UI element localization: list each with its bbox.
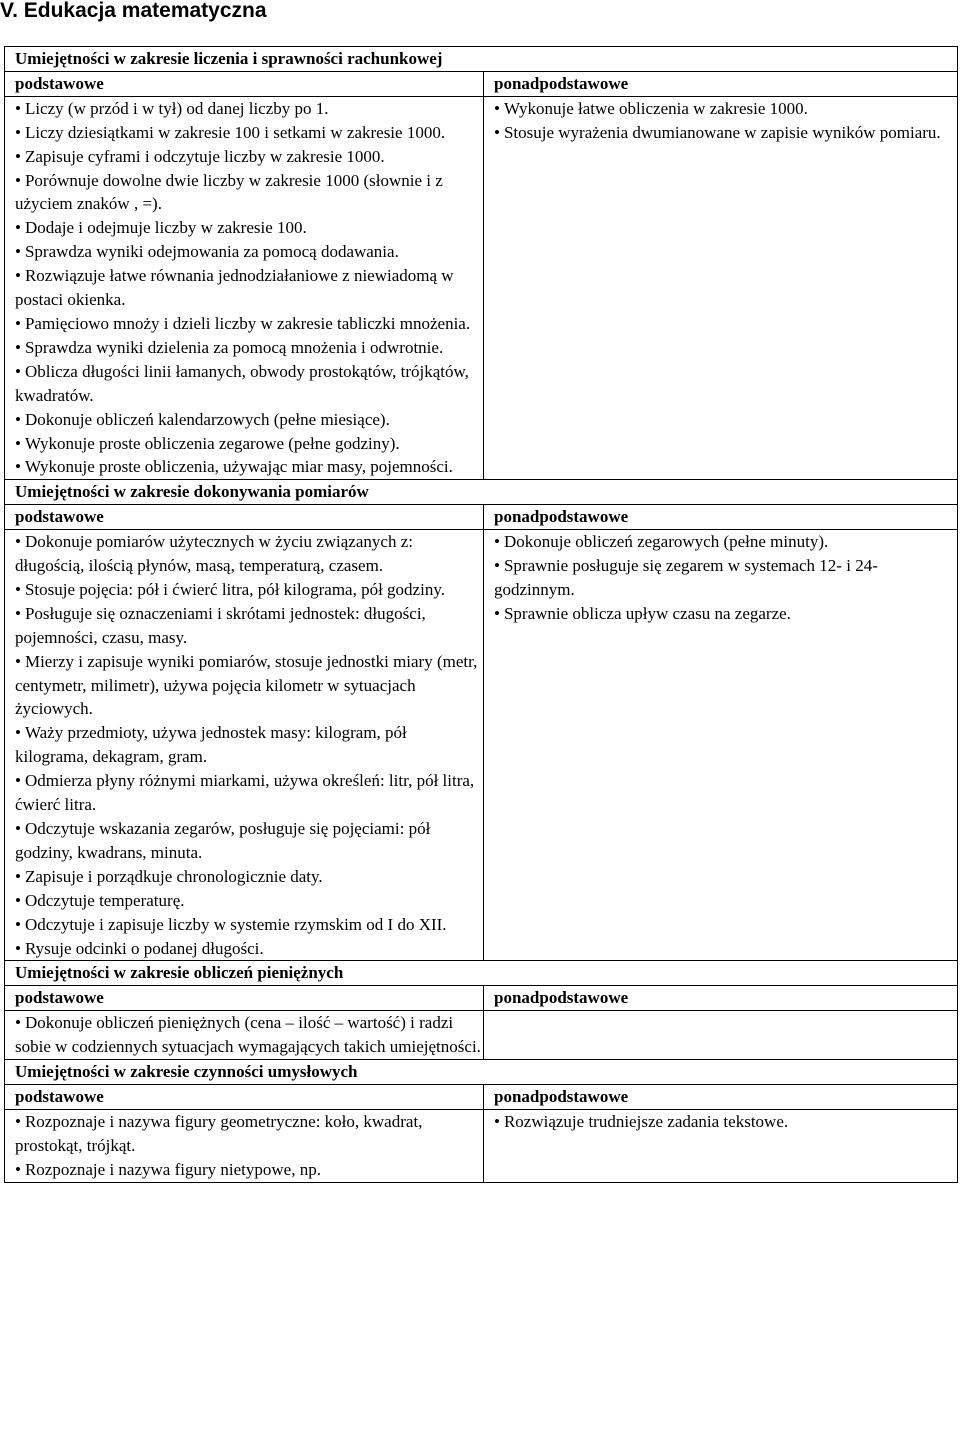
advanced-skills-list (494, 97, 957, 145)
section-title-row (5, 1060, 958, 1085)
skill-text: Dokonuje obliczeń pieniężnych (cena – ilość – wartość) i radzi sobie w codziennych sytuacjach wymagających takich umiejętności. (15, 1013, 481, 1057)
bullet-icon: • (15, 146, 21, 166)
skill-text: Odmierza płyny różnymi miarkami, używa określeń: litr, pół litra, ćwierć litra. (15, 771, 475, 815)
skill-text: Rozpoznaje i nazywa figury geometryczne: koło, kwadrat, prostokąt, trójkąt. (15, 1111, 423, 1155)
list-item (494, 530, 957, 554)
skill-text: Pamięciowo mnoży i dzieli liczby w zakresie tabliczki mnożenia. (24, 313, 471, 333)
bullet-icon: • (15, 819, 21, 838)
list-item (15, 240, 483, 264)
section-title: Umiejętności w zakresie dokonywania pomiarów (5, 480, 958, 505)
skills-table (4, 46, 958, 1183)
bullet-icon: • (15, 98, 21, 118)
list-item (15, 97, 483, 121)
list-item (15, 650, 483, 722)
skill-text: Odczytuje wskazania zegarów, posługuje się pojęciami: pół godziny, kwadrans, minuta. (15, 819, 431, 862)
list-item (15, 721, 483, 769)
skill-text: Wykonuje łatwe obliczenia w zakresie 1000. (503, 98, 808, 118)
skills-items-row (5, 1011, 958, 1060)
bullet-icon: • (15, 1111, 21, 1131)
list-item (494, 602, 957, 626)
basic-column-label: podstawowe (5, 71, 484, 96)
list-item (15, 602, 483, 650)
bullet-icon: • (15, 938, 21, 958)
list-item (15, 432, 483, 456)
basic-column-label: podstawowe (5, 505, 484, 530)
list-item (494, 121, 957, 145)
skill-text: Sprawnie oblicza upływ czasu na zegarze. (503, 603, 791, 623)
basic-skills-cell (5, 96, 484, 480)
advanced-column-label: ponadpodstawowe (484, 505, 958, 530)
list-item (15, 1110, 483, 1158)
page-title: V. Edukacja matematyczna (0, 0, 267, 22)
list-item (15, 169, 483, 217)
bullet-icon: • (15, 433, 21, 453)
skill-text: Rozwiązuje trudniejsze zadania tekstowe. (503, 1111, 789, 1131)
basic-column-label: podstawowe (5, 986, 484, 1011)
skill-text: Liczy dziesiątkami w zakresie 100 i setkami w zakresie 1000. (24, 122, 446, 142)
bullet-icon: • (494, 122, 500, 142)
advanced-skills-cell (484, 1011, 958, 1060)
skill-text: Zapisuje cyframi i odczytuje liczby w zakresie 1000. (24, 146, 385, 166)
bullet-icon: • (15, 337, 21, 357)
list-item (15, 937, 483, 961)
column-labels-row (5, 505, 958, 530)
skill-text: Stosuje pojęcia: pół i ćwierć litra, pół kilograma, pół godziny. (24, 579, 445, 599)
basic-skills-cell (5, 1011, 484, 1060)
skills-items-row (5, 96, 958, 480)
bullet-icon: • (15, 242, 21, 262)
skill-text: Oblicza długości linii łamanych, obwody prostokątów, trójkątów, kwadratów. (15, 361, 469, 405)
list-item (15, 360, 483, 408)
skill-text: Liczy (w przód i w tył) od danej liczby po 1. (24, 98, 329, 118)
advanced-skills-list (494, 1110, 957, 1134)
list-item (15, 312, 483, 336)
advanced-skills-cell (484, 1109, 958, 1182)
bullet-icon: • (494, 603, 500, 623)
basic-skills-list (15, 530, 483, 960)
skill-text: Wykonuje proste obliczenia, używając miar masy, pojemności. (24, 457, 453, 477)
column-labels-row (5, 986, 958, 1011)
list-item (15, 121, 483, 145)
bullet-icon: • (15, 266, 21, 286)
skill-text: Mierzy i zapisuje wyniki pomiarów, stosuje jednostki miary (metr, centymetr, milimetr), używa pojęcia kilometr w sytuacjach życiowych. (15, 651, 478, 719)
list-item (494, 554, 957, 602)
skills-items-row (5, 1109, 958, 1182)
skill-text: Wykonuje proste obliczenia zegarowe (pełne godziny). (24, 433, 400, 453)
bullet-icon: • (15, 532, 21, 552)
bullet-icon: • (15, 723, 21, 743)
bullet-icon: • (15, 1013, 21, 1033)
bullet-icon: • (15, 890, 21, 910)
bullet-icon: • (494, 556, 500, 576)
basic-skills-cell (5, 530, 484, 961)
bullet-icon: • (494, 98, 500, 118)
bullet-icon: • (15, 651, 21, 671)
skill-text: Odczytuje temperaturę. (24, 890, 185, 910)
list-item (494, 1110, 957, 1134)
bullet-icon: • (15, 603, 21, 623)
list-item (494, 97, 957, 121)
skills-items-row (5, 530, 958, 961)
skills-table-body (5, 47, 958, 1183)
skill-text: Zapisuje i porządkuje chronologicznie daty. (24, 866, 323, 886)
bullet-icon: • (15, 409, 21, 429)
basic-column-label: podstawowe (5, 1084, 484, 1109)
list-item (15, 889, 483, 913)
bullet-icon: • (15, 313, 21, 333)
skill-text: Sprawdza wyniki odejmowania za pomocą dodawania. (24, 242, 399, 262)
list-item (15, 769, 483, 817)
bullet-icon: • (15, 579, 21, 599)
section-title: Umiejętności w zakresie obliczeń pieniężnych (5, 961, 958, 986)
bullet-icon: • (15, 457, 21, 477)
skill-text: Waży przedmioty, używa jednostek masy: kilogram, pół kilograma, dekagram, gram. (15, 723, 407, 767)
advanced-skills-list (494, 530, 957, 626)
skill-text: Sprawnie posługuje się zegarem w systemach 12- i 24-godzinnym. (494, 556, 878, 599)
bullet-icon: • (494, 532, 500, 552)
skill-text: Rozwiązuje łatwe równania jednodziałaniowe z niewiadomą w postaci okienka. (15, 266, 454, 310)
bullet-icon: • (15, 1159, 21, 1179)
advanced-column-label: ponadpodstawowe (484, 1084, 958, 1109)
section-title: Umiejętności w zakresie czynności umysłowych (5, 1060, 958, 1085)
skill-text: Dokonuje pomiarów użytecznych w życiu związanych z: długością, ilością płynów, masą, temperaturą, czasem. (15, 532, 413, 576)
skill-text: Stosuje wyrażenia dwumianowane w zapisie wyników pomiaru. (503, 122, 941, 142)
skill-text: Odczytuje i zapisuje liczby w systemie rzymskim od I do XII. (24, 914, 447, 934)
skill-text: Porównuje dowolne dwie liczby w zakresie 1000 (słownie i z użyciem znaków , =). (15, 170, 443, 214)
advanced-column-label: ponadpodstawowe (484, 71, 958, 96)
bullet-icon: • (15, 170, 21, 190)
section-title: Umiejętności w zakresie liczenia i sprawności rachunkowej (5, 47, 958, 72)
basic-skills-list (15, 97, 483, 480)
list-item (15, 216, 483, 240)
section-title-row (5, 480, 958, 505)
skill-text: Sprawdza wyniki dzielenia za pomocą mnożenia i odwrotnie. (24, 337, 444, 357)
skill-text: Rysuje odcinki o podanej długości. (24, 938, 264, 958)
bullet-icon: • (15, 914, 21, 934)
advanced-skills-cell (484, 96, 958, 480)
list-item (15, 530, 483, 578)
bullet-icon: • (15, 866, 21, 886)
bullet-icon: • (15, 771, 21, 791)
list-item (15, 817, 483, 865)
section-title-row (5, 47, 958, 72)
advanced-column-label: ponadpodstawowe (484, 986, 958, 1011)
skill-text: Dokonuje obliczeń zegarowych (pełne minuty). (503, 532, 829, 552)
list-item (15, 1158, 483, 1182)
list-item (15, 578, 483, 602)
bullet-icon: • (15, 218, 21, 238)
advanced-skills-cell (484, 530, 958, 961)
column-labels-row (5, 1084, 958, 1109)
basic-skills-list (15, 1011, 483, 1059)
bullet-icon: • (15, 361, 21, 381)
basic-skills-list (15, 1110, 483, 1182)
bullet-icon: • (494, 1111, 500, 1131)
basic-skills-cell (5, 1109, 484, 1182)
skill-text: Dodaje i odejmuje liczby w zakresie 100. (24, 218, 307, 238)
list-item (15, 336, 483, 360)
bullet-icon: • (15, 122, 21, 142)
list-item (15, 145, 483, 169)
list-item (15, 865, 483, 889)
section-title-row (5, 961, 958, 986)
skill-text: Rozpoznaje i nazywa figury nietypowe, np. (24, 1159, 321, 1179)
list-item (15, 408, 483, 432)
list-item (15, 455, 483, 479)
skill-text: Posługuje się oznaczeniami i skrótami jednostek: długości, pojemności, czasu, masy. (15, 603, 426, 647)
skill-text: Dokonuje obliczeń kalendarzowych (pełne miesiące). (24, 409, 390, 429)
column-labels-row (5, 71, 958, 96)
list-item (15, 913, 483, 937)
list-item (15, 1011, 483, 1059)
list-item (15, 264, 483, 312)
